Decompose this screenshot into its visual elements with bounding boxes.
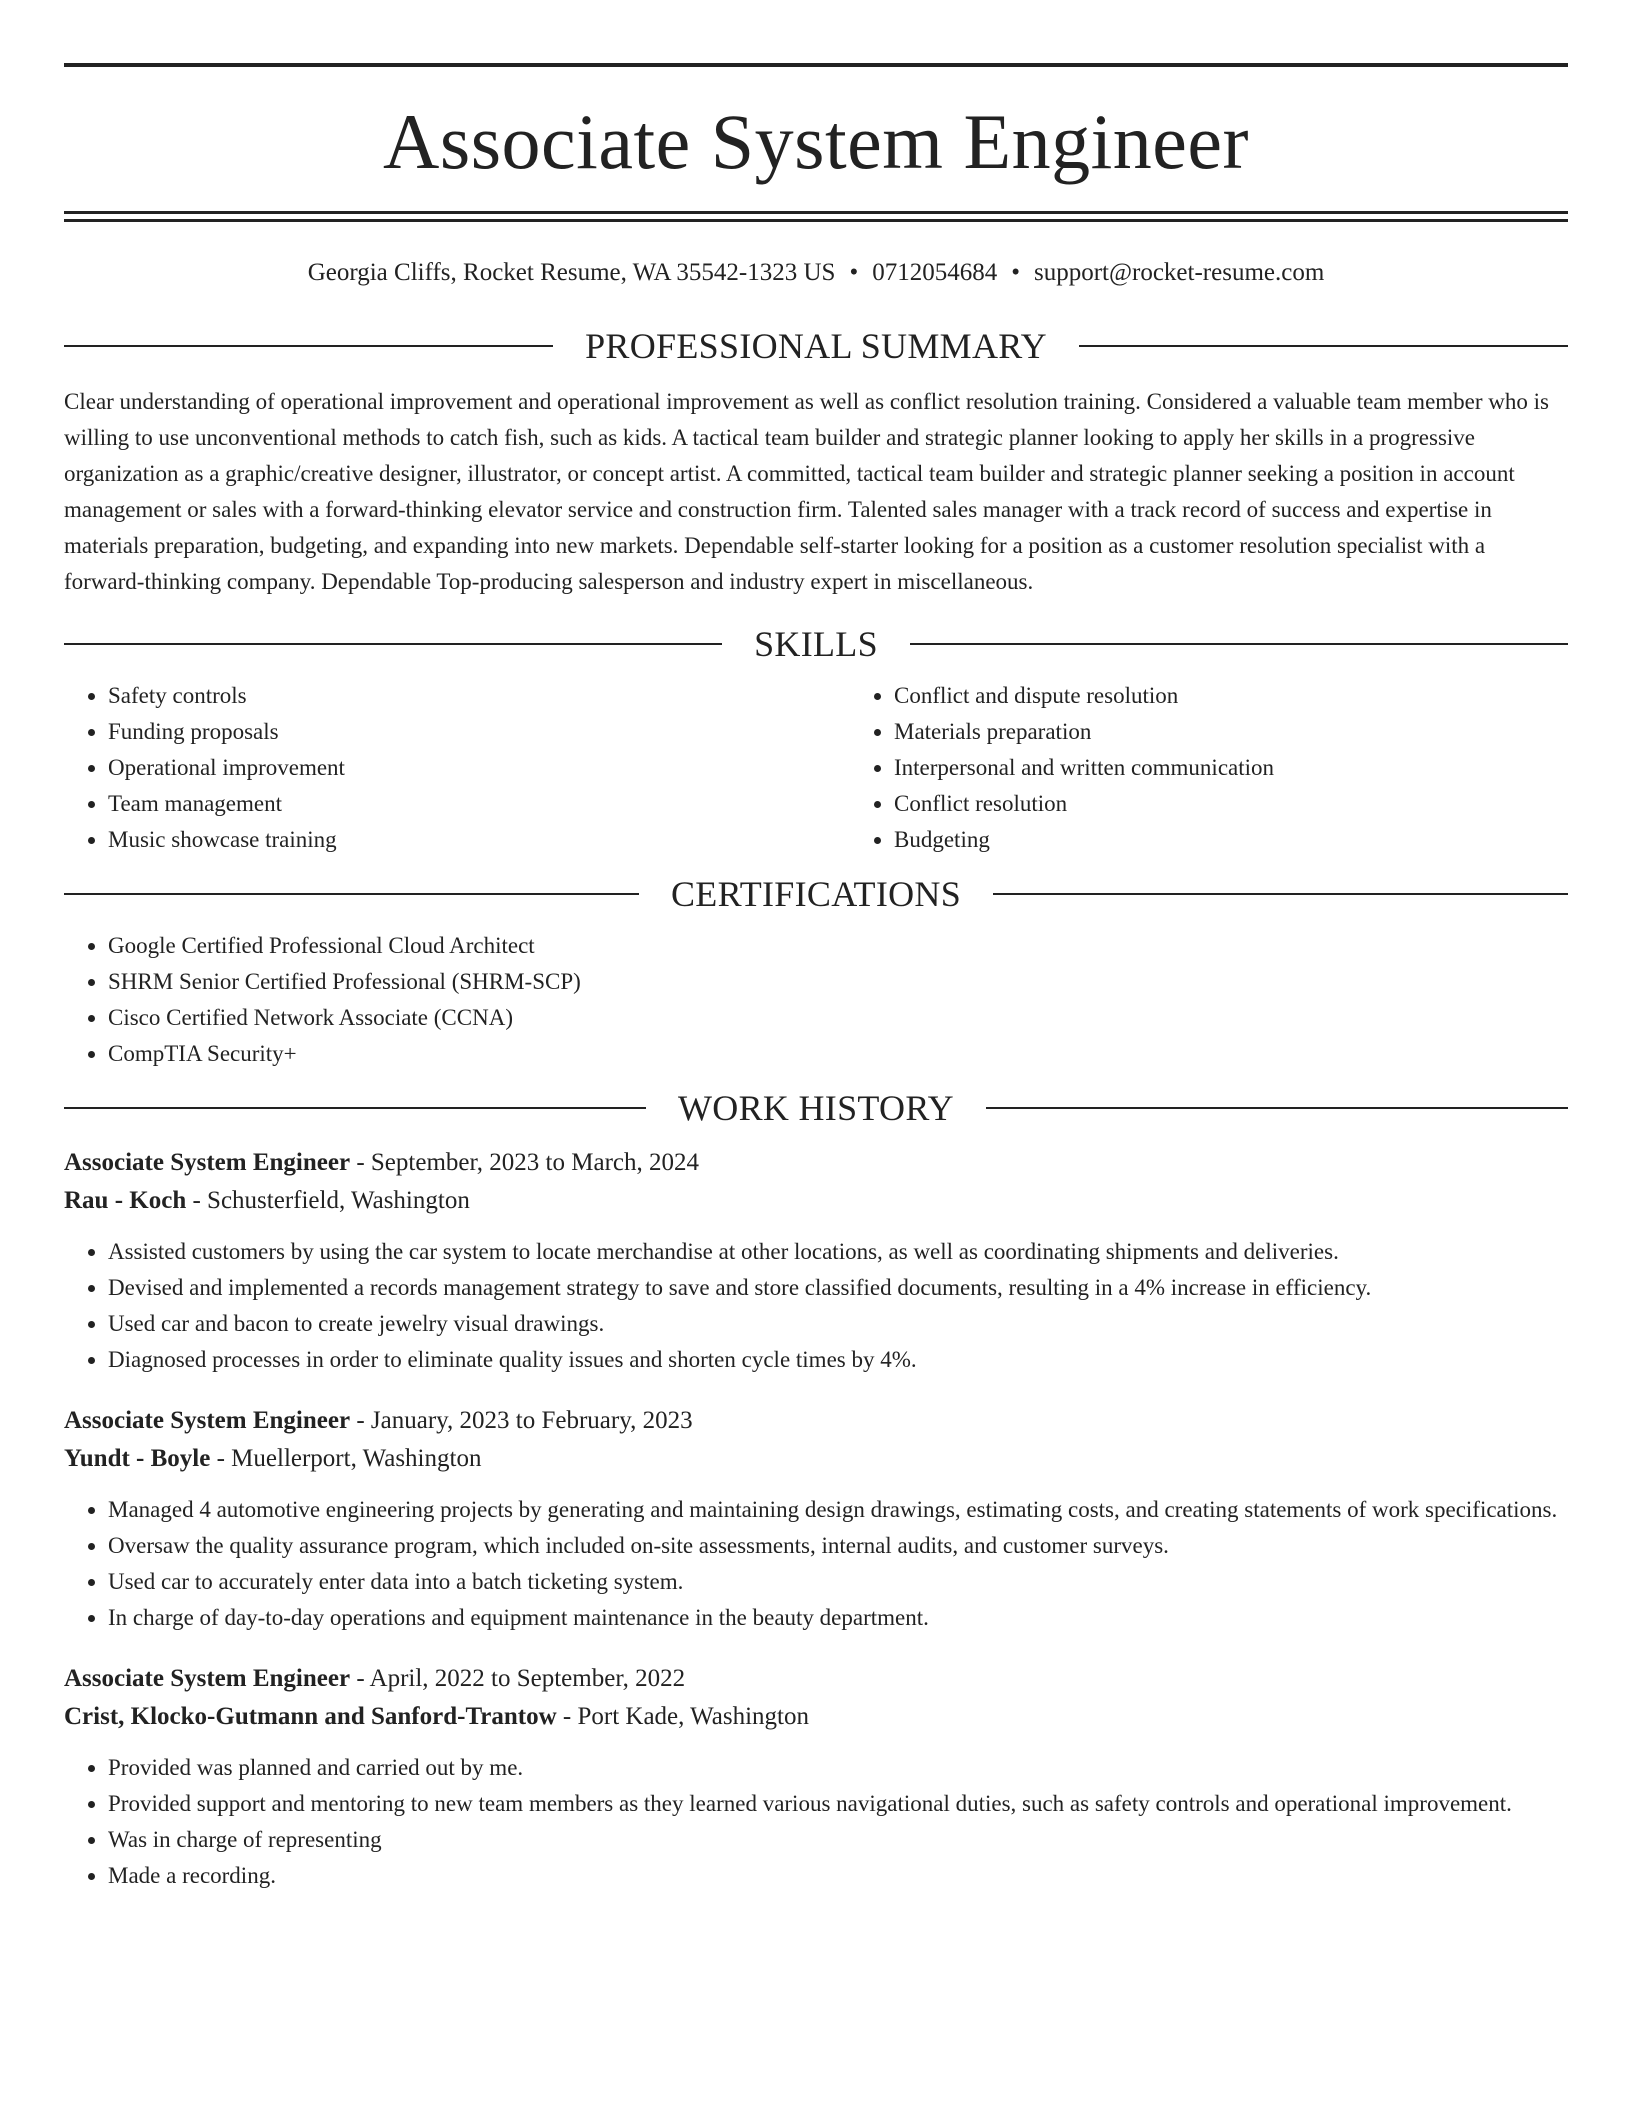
job-location: - Port Kade, Washington bbox=[556, 1703, 809, 1730]
skill-item: • Budgeting bbox=[894, 822, 1274, 858]
heading-rule-left bbox=[64, 345, 553, 347]
section-heading-work-history bbox=[64, 1090, 1568, 1126]
job-bullet: • In charge of day-to-day operations and equipment maintenance in the beauty department. bbox=[108, 1600, 1568, 1636]
job-title: Associate System Engineer bbox=[64, 1665, 351, 1692]
job-title-line bbox=[64, 1144, 1568, 1182]
job-title: Associate System Engineer bbox=[64, 1407, 351, 1434]
title-double-rule bbox=[64, 211, 1568, 222]
job-company-line bbox=[64, 1698, 1568, 1736]
heading-rule-right bbox=[1079, 345, 1568, 347]
section-title: CERTIFICATIONS bbox=[670, 874, 962, 914]
job-company-line bbox=[64, 1440, 1568, 1478]
heading-rule-right bbox=[986, 1107, 1568, 1109]
section-heading-certifications bbox=[64, 876, 1568, 912]
certification-item: • Google Certified Professional Cloud Architect bbox=[108, 928, 1568, 964]
contact-separator: • bbox=[1011, 259, 1020, 286]
job-bullets bbox=[64, 1234, 1568, 1378]
job-title-line bbox=[64, 1402, 1568, 1440]
job-company: Crist, Klocko-Gutmann and Sanford-Trantow bbox=[64, 1703, 557, 1730]
contact-address: Georgia Cliffs, Rocket Resume, WA 35542-1323 US bbox=[307, 259, 836, 286]
contact-phone: 0712054684 bbox=[872, 259, 998, 286]
skills-column-right bbox=[850, 678, 1274, 858]
resume-title: Associate System Engineer bbox=[383, 98, 1249, 185]
section-title: SKILLS bbox=[754, 624, 878, 664]
certification-item: • CompTIA Security+ bbox=[108, 1036, 1568, 1072]
contact-separator: • bbox=[849, 259, 859, 286]
skill-item: • Funding proposals bbox=[108, 714, 850, 750]
job-bullet: • Provided was planned and carried out by me. bbox=[108, 1750, 1568, 1786]
certifications-list bbox=[64, 928, 1568, 1072]
heading-rule-left bbox=[64, 893, 639, 895]
certification-item: • Cisco Certified Network Associate (CCNA) bbox=[108, 1000, 1568, 1036]
job-bullet: • Oversaw the quality assurance program, which included on-site assessments, internal audits, and customer surveys. bbox=[108, 1528, 1568, 1564]
job-bullet: • Managed 4 automotive engineering projects by generating and maintaining design drawings, estimating costs, and creating statements of work specifications. bbox=[108, 1492, 1568, 1528]
job-bullet: • Provided support and mentoring to new team members as they learned various navigational duties, such as safety controls and operational improvement. bbox=[108, 1786, 1568, 1822]
job-entry bbox=[64, 1402, 1568, 1636]
job-bullet: • Used car and bacon to create jewelry visual drawings. bbox=[108, 1306, 1568, 1342]
job-bullet: • Devised and implemented a records management strategy to save and store classified documents, resulting in a 4% increase in efficiency. bbox=[108, 1270, 1568, 1306]
job-dates: - January, 2023 to February, 2023 bbox=[350, 1407, 693, 1434]
job-company-line bbox=[64, 1182, 1568, 1220]
job-entry bbox=[64, 1660, 1568, 1894]
job-bullet: • Diagnosed processes in order to eliminate quality issues and shorten cycle times by 4%. bbox=[108, 1342, 1568, 1378]
skill-item: • Music showcase training bbox=[108, 822, 850, 858]
job-title-line bbox=[64, 1660, 1568, 1698]
top-rule bbox=[64, 63, 1568, 67]
job-company: Rau - Koch bbox=[64, 1187, 187, 1214]
job-company: Yundt - Boyle bbox=[64, 1445, 211, 1472]
job-bullets bbox=[64, 1750, 1568, 1894]
heading-rule-left bbox=[64, 643, 722, 645]
skill-item: • Conflict and dispute resolution bbox=[894, 678, 1274, 714]
job-entry bbox=[64, 1144, 1568, 1378]
skills-list bbox=[64, 678, 1568, 858]
skill-item: • Interpersonal and written communication bbox=[894, 750, 1274, 786]
job-bullet: • Assisted customers by using the car system to locate merchandise at other locations, as well as coordinating shipments and deliveries. bbox=[108, 1234, 1568, 1270]
job-dates: - September, 2023 to March, 2024 bbox=[350, 1149, 700, 1176]
summary-text: Clear understanding of operational improvement and operational improvement as well as conflict resolution training. Considered a valuable team member who is willing to use unconventional methods to catch fish, such as kids. A tactical team builder and strategic planner looking to apply her skills in a progressive organization as a graphic/creative designer, illustrator, or concept artist. A committed, tactical team builder and strategic planner seeking a position in account management or sales with a forward-thinking elevator service and construction firm. Talented sales manager with a track record of success and expertise in materials preparation, budgeting, and expanding into new markets. Dependable self-starter looking for a position as a customer resolution specialist with a forward-thinking company. Dependable Top-producing salesperson and industry expert in miscellaneous. bbox=[64, 389, 1549, 594]
job-bullet: • Used car to accurately enter data into a batch ticketing system. bbox=[108, 1564, 1568, 1600]
job-title: Associate System Engineer bbox=[64, 1149, 351, 1176]
contact-email: support@rocket-resume.com bbox=[1033, 259, 1325, 286]
job-bullet: • Was in charge of representing bbox=[108, 1822, 1568, 1858]
certification-item: • SHRM Senior Certified Professional (SHRM-SCP) bbox=[108, 964, 1568, 1000]
job-location: - Muellerport, Washington bbox=[210, 1445, 482, 1472]
job-bullets bbox=[64, 1492, 1568, 1636]
contact-line bbox=[64, 258, 1568, 288]
section-title: PROFESSIONAL SUMMARY bbox=[585, 326, 1047, 366]
section-heading-skills bbox=[64, 626, 1568, 662]
job-location: - Schusterfield, Washington bbox=[186, 1187, 470, 1214]
skill-item: • Materials preparation bbox=[894, 714, 1274, 750]
heading-rule-right bbox=[993, 893, 1568, 895]
job-bullet: • Made a recording. bbox=[108, 1858, 1568, 1894]
skill-item: • Team management bbox=[108, 786, 850, 822]
heading-rule-right bbox=[910, 643, 1568, 645]
section-heading-summary bbox=[64, 328, 1568, 364]
skill-item: • Conflict resolution bbox=[894, 786, 1274, 822]
skills-column-left bbox=[64, 678, 850, 858]
heading-rule-left bbox=[64, 1107, 646, 1109]
skill-item: • Safety controls bbox=[108, 678, 850, 714]
section-title: WORK HISTORY bbox=[678, 1088, 954, 1128]
skill-item: • Operational improvement bbox=[108, 750, 850, 786]
job-dates: - April, 2022 to September, 2022 bbox=[350, 1665, 686, 1692]
